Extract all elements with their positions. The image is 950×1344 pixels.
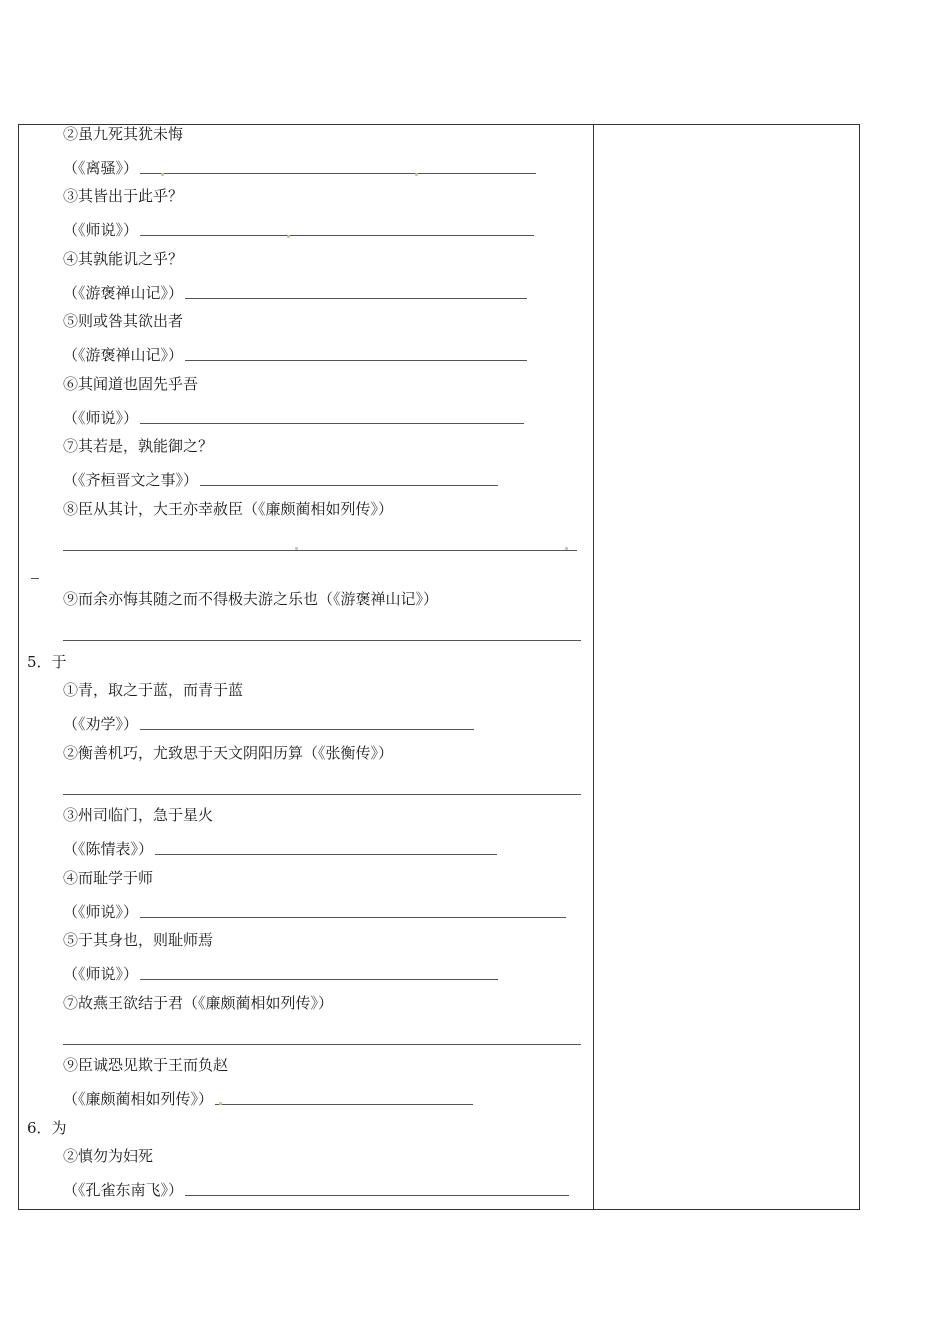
answer-blank[interactable] (140, 979, 498, 980)
source-label: （《孔雀东南飞》） (63, 1181, 184, 1199)
sentence-5-9: ⑨臣诚恐见欺于王而负赵 (63, 1056, 229, 1074)
scan-speck (295, 547, 298, 550)
sentence-4-2: ②虽九死其犹未悔 (63, 125, 184, 143)
sentence-4-9: ⑨而余亦悔其随之而不得极夫游之乐也（《游褒禅山记》） (63, 590, 439, 608)
answer-blank[interactable] (155, 854, 497, 855)
answer-line-4-8[interactable] (63, 550, 577, 551)
answer-blank[interactable] (140, 423, 524, 424)
scan-speck (219, 1102, 222, 1105)
sentence-5-7: ⑦故燕王欲结于君（《廉颇蔺相如列传》） (63, 994, 334, 1012)
scan-speck (287, 235, 290, 238)
answer-blank[interactable] (215, 1104, 473, 1105)
source-label: （《师说》） (63, 903, 139, 921)
source-label: （《游褒禅山记》） (63, 346, 184, 364)
stray-dash (31, 578, 39, 579)
source-5-9 (63, 1090, 473, 1108)
source-label: （《廉颇蔺相如列传》） (63, 1090, 214, 1108)
scan-speck (415, 173, 418, 176)
scan-speck (565, 547, 568, 550)
sentence-4-4: ④其孰能讥之乎？ (63, 250, 184, 268)
worksheet-table (18, 124, 860, 1210)
source-5-3 (63, 840, 497, 858)
sentence-5-2: ②衡善机巧，尤致思于天文阴阳历算（《张衡传》） (63, 744, 394, 762)
source-label: （《劝学》） (63, 715, 139, 733)
answer-blank[interactable] (140, 917, 566, 918)
source-label: （《离骚》） (63, 159, 139, 177)
source-4-2 (63, 159, 536, 177)
answer-blank[interactable] (140, 235, 534, 236)
source-label: （《齐桓晋文之事》） (63, 471, 199, 489)
answer-line-5-2[interactable] (63, 794, 581, 795)
source-4-7 (63, 471, 498, 489)
answer-blank[interactable] (185, 1195, 569, 1196)
sentence-5-3: ③州司临门，急于星火 (63, 806, 214, 824)
answer-line-4-9[interactable] (63, 640, 581, 641)
source-4-4 (63, 284, 527, 302)
answer-blank[interactable] (200, 485, 498, 486)
source-label: （《师说》） (63, 965, 139, 983)
sentence-4-7: ⑦其若是，孰能御之？ (63, 437, 214, 455)
answer-line-5-7[interactable] (63, 1044, 581, 1045)
sentence-4-3: ③其皆出于此乎？ (63, 187, 184, 205)
source-4-6 (63, 409, 524, 427)
answer-blank[interactable] (140, 173, 536, 174)
sentence-4-8: ⑧臣从其计，大王亦幸赦臣（《廉颇蔺相如列传》） (63, 500, 394, 518)
source-4-5 (63, 346, 527, 364)
sentence-5-5: ⑤于其身也，则耻师焉 (63, 931, 214, 949)
sentence-5-1: ①青，取之于蓝，而青于蓝 (63, 681, 244, 699)
section-heading-6: 6．为 (27, 1119, 67, 1137)
source-label: （《陈情表》） (63, 840, 154, 858)
source-label: （《师说》） (63, 221, 139, 239)
source-label: （《师说》） (63, 409, 139, 427)
sentence-4-5: ⑤则或咎其欲出者 (63, 312, 184, 330)
answer-blank[interactable] (185, 360, 527, 361)
source-6-2 (63, 1181, 569, 1199)
column-divider (593, 125, 594, 1209)
source-4-3 (63, 221, 534, 239)
scan-speck (161, 173, 164, 176)
answer-blank[interactable] (185, 298, 527, 299)
source-5-4 (63, 903, 566, 921)
sentence-4-6: ⑥其闻道也固先乎吾 (63, 375, 199, 393)
source-5-1 (63, 715, 474, 733)
sentence-5-4: ④而耻学于师 (63, 869, 154, 887)
source-label: （《游褒禅山记》） (63, 284, 184, 302)
sentence-6-2: ②慎勿为妇死 (63, 1147, 154, 1165)
source-5-5 (63, 965, 498, 983)
section-heading-5: 5．于 (27, 653, 67, 671)
answer-blank[interactable] (140, 729, 474, 730)
